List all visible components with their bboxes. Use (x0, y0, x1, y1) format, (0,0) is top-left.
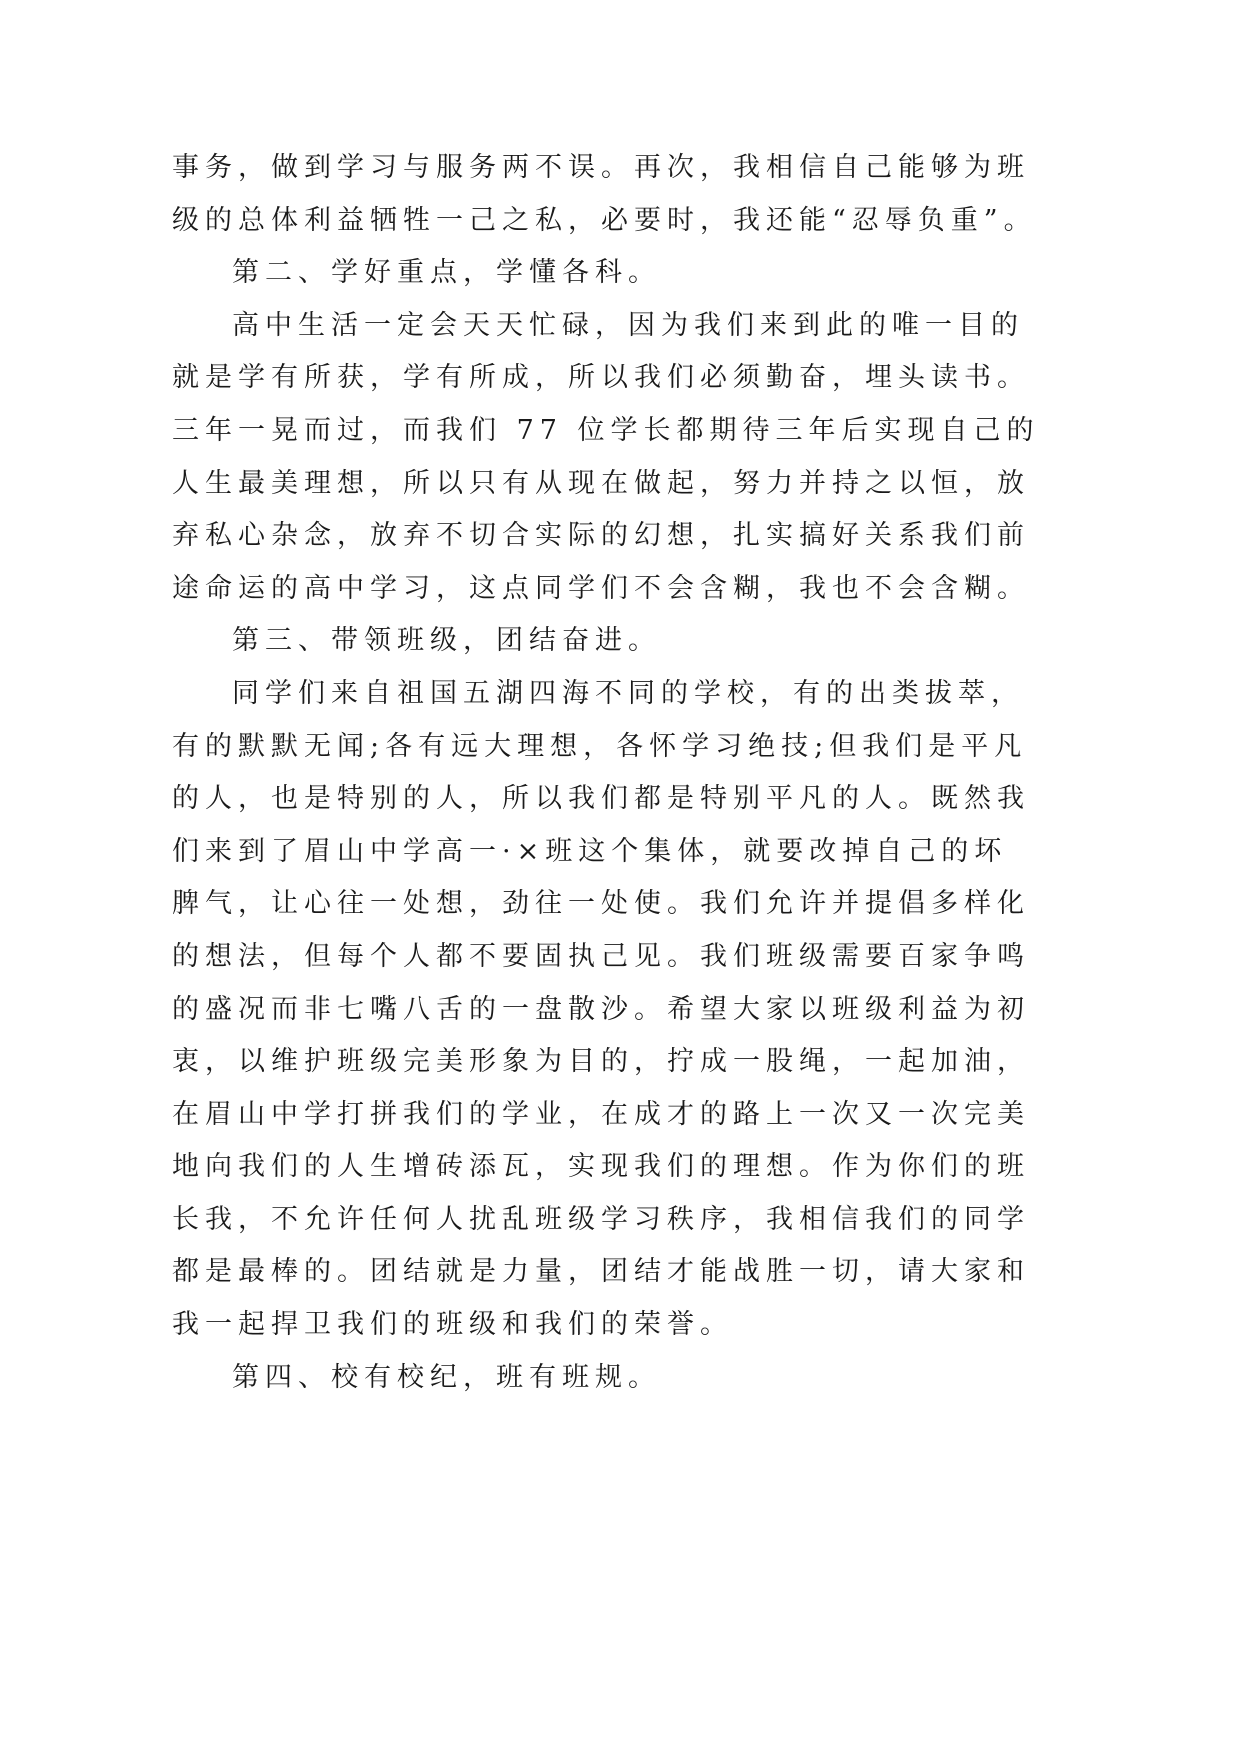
text-line: 的人，也是特别的人，所以我们都是特别平凡的人。既然我 (172, 783, 1030, 815)
text-line: 同学们来自祖国五湖四海不同的学校，有的出类拔萃， (232, 677, 1024, 709)
text-line: 事务，做到学习与服务两不误。再次，我相信自己能够为班 (172, 152, 1030, 183)
text-line: 弃私心杂念，放弃不切合实际的幻想，扎实搞好关系我们前 (172, 520, 1030, 552)
body-text (172, 142, 1040, 1404)
text-line: 长我，不允许任何人扰乱班级学习秩序，我相信我们的同学 (172, 1203, 1030, 1235)
section-heading: 第三、带领班级，团结奋进。 (232, 625, 661, 657)
text-line: 就是学有所获，学有所成，所以我们必须勤奋，埋头读书。 (172, 362, 1030, 394)
text-line: 脾气，让心往一处想，劲往一处使。我们允许并提倡多样化 (172, 888, 1030, 920)
text-line: 在眉山中学打拼我们的学业，在成才的路上一次又一次完美 (172, 1098, 1030, 1130)
section-heading: 第四、校有校纪，班有班规。 (232, 1361, 661, 1393)
text-line: 人生最美理想，所以只有从现在做起，努力并持之以恒，放 (172, 467, 1030, 499)
text-line: 们来到了眉山中学高一·×班这个集体，就要改掉自己的坏 (172, 835, 1008, 867)
text-line: 衷，以维护班级完美形象为目的，拧成一股绳，一起加油， (172, 1046, 1030, 1078)
text-line: 三年一晃而过，而我们 77 位学长都期待三年后实现自己的 (172, 414, 1040, 446)
text-line: 我一起捍卫我们的班级和我们的荣誉。 (172, 1309, 733, 1341)
section-heading: 第二、学好重点，学懂各科。 (232, 257, 661, 289)
text-line: 途命运的高中学习，这点同学们不会含糊，我也不会含糊。 (172, 572, 1030, 604)
text-line: 高中生活一定会天天忙碌，因为我们来到此的唯一目的 (232, 309, 1024, 341)
text-line: 的盛况而非七嘴八舌的一盘散沙。希望大家以班级利益为初 (172, 993, 1030, 1025)
text-line: 有的默默无闻;各有远大理想，各怀学习绝技;但我们是平凡 (172, 730, 1028, 762)
text-line: 都是最棒的。团结就是力量，团结才能战胜一切，请大家和 (172, 1256, 1030, 1288)
text-line: 的想法，但每个人都不要固执己见。我们班级需要百家争鸣 (172, 940, 1030, 972)
text-line: 级的总体利益牺牲一己之私，必要时，我还能“忍辱负重”。 (172, 204, 1037, 236)
text-line: 地向我们的人生增砖添瓦，实现我们的理想。作为你们的班 (172, 1151, 1030, 1183)
